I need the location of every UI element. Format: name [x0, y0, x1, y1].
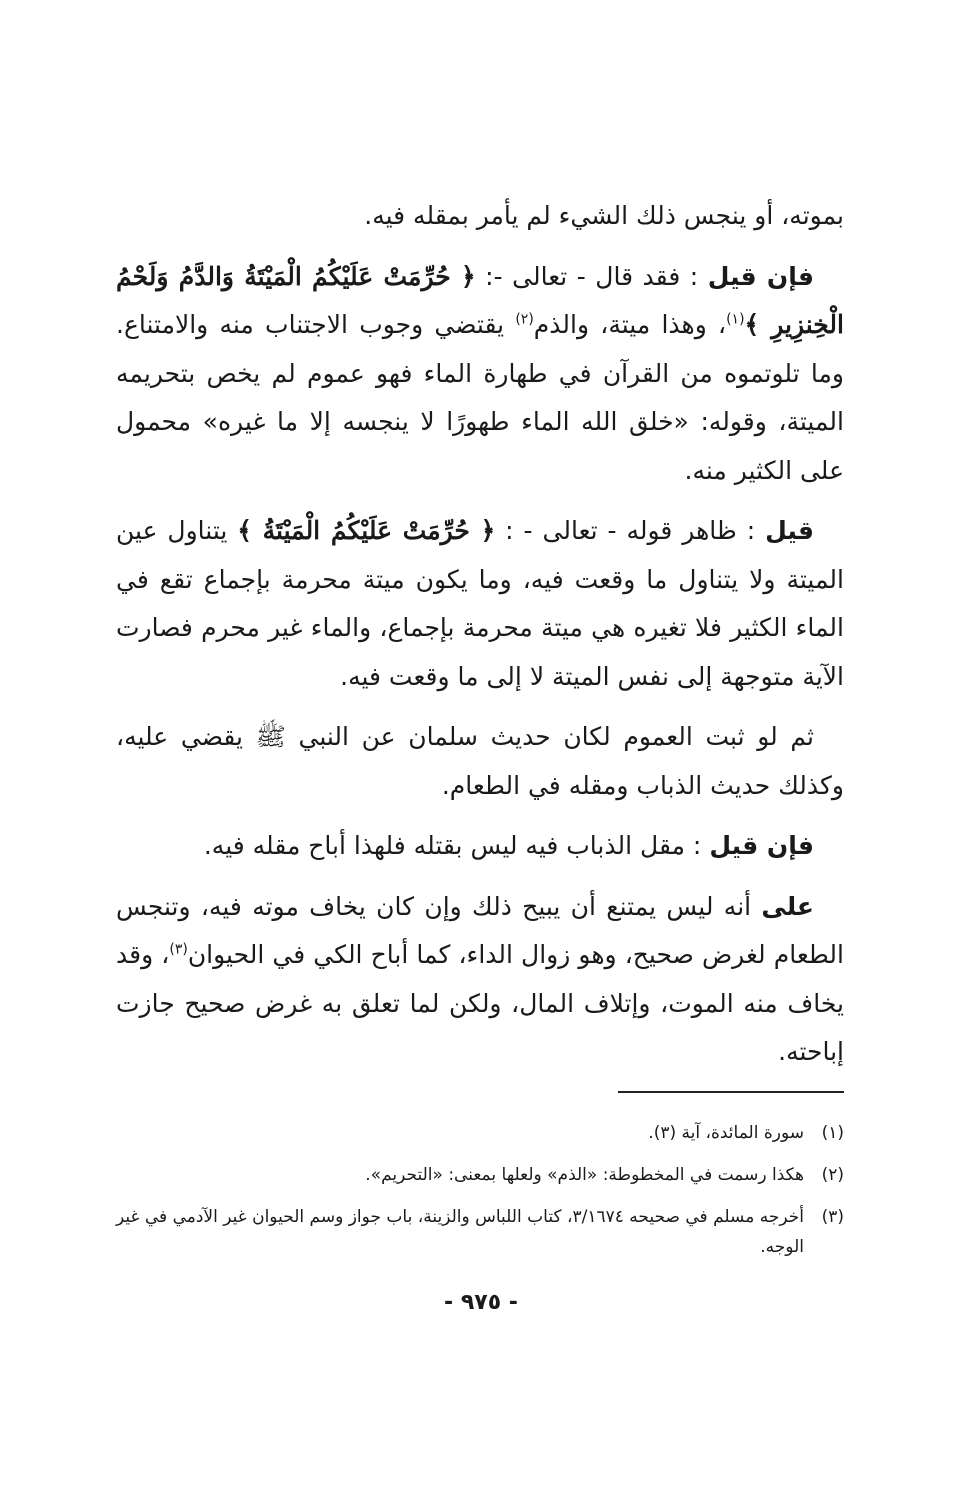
reply-lead: على: [761, 891, 814, 921]
footnotes: [116, 1118, 844, 1274]
paragraph-6: [116, 883, 844, 1077]
paragraph-6-text-a: أنه ليس يمتنع أن يبيح ذلك وإن كان يخاف موته فيه، وتنجس الطعام لغرض صحيح، وهو زوال الداء، كما أباح الكي في الحيوان: [116, 891, 844, 969]
paragraph-3-text-a: : ظاهر قوله - تعالى - :: [495, 516, 766, 545]
paragraph-4-text: ثم لو ثبت العموم لكان حديث سلمان عن النبي ﷺ يقضي عليه، وكذلك حديث الذباب ومقله في الطعام.: [116, 722, 844, 800]
reply-lead: قيل: [765, 516, 814, 545]
paragraph-3: [116, 507, 844, 701]
footnote-text: سورة المائدة، آية (٣).: [648, 1123, 804, 1143]
footnote-text: هكذا رسمت في المخطوطة: «الذم» ولعلها بمعنى: «التحريم».: [365, 1165, 804, 1185]
footnote-ref-1: (١): [726, 311, 745, 328]
quran-verse: ﴿ حُرِّمَتْ عَلَيْكُمُ الْمَيْتَةُ وَالدَّمُ وَلَحْمُ الْخِنزِيرِ ﴾: [116, 261, 844, 339]
paragraph-2-text-b: ، وهذا ميتة، والذم: [533, 310, 727, 339]
paragraph-6-text-b: ، وقد يخاف منه الموت، وإتلاف المال، ولكن لما تعلق به غرض صحيح جازت إباحته.: [116, 940, 844, 1066]
paragraph-4: [116, 713, 844, 810]
page-number: - ٩٧٥ -: [444, 1290, 518, 1315]
footnote-text: أخرجه مسلم في صحيحه ٣/١٦٧٤، كتاب اللباس والزينة، باب جواز وسم الحيوان غير الآدمي في غير الوجه.: [116, 1207, 804, 1257]
paragraph-5: [116, 822, 844, 871]
footnote-number: (١): [821, 1123, 844, 1143]
paragraph-2-text-a: : فقد قال - تعالى -:: [475, 261, 708, 291]
paragraph-1-text: بموته، أو ينجس ذلك الشيء لم يأمر بمقله فيه.: [364, 201, 844, 230]
footnote-ref-2: (٢): [515, 311, 534, 328]
footnote-1: [116, 1118, 844, 1148]
paragraph-1: [116, 192, 844, 241]
paragraph-2: [116, 253, 844, 496]
footnote-divider: [618, 1091, 844, 1093]
footnote-ref-3: (٣): [169, 941, 188, 958]
paragraph-3-text-b: يتناول عين الميتة ولا يتناول ما وقعت فيه، وما يكون ميتة محرمة بإجماع تقع في الماء الكثير فلا تغيره هي ميتة محرمة بإجماع، والماء غير محرم فصارت الآية متوجهة إلى نفس الميتة لا إلى ما وقعت فيه.: [116, 516, 844, 691]
objection-lead: فإن قيل: [709, 831, 814, 860]
paragraph-5-text: : مقل الذباب فيه ليس بقتله فلهذا أباح مقله فيه.: [203, 831, 710, 860]
footnote-number: (٢): [821, 1165, 844, 1185]
main-text: [116, 192, 844, 1089]
objection-lead: فإن قيل: [707, 261, 815, 291]
footnote-3: [116, 1202, 844, 1262]
footnote-number: (٣): [821, 1207, 844, 1227]
footnote-2: [116, 1160, 844, 1190]
paragraph-2-text-c: يقتضي وجوب الاجتناب منه والامتناع. وما تلوتموه من القرآن في طهارة الماء فهو عموم لم يخص بتحريمه الميتة، وقوله: «خلق الله الماء طهورًا لا ينجسه إلا ما غيره» محمول على الكثير منه.: [116, 310, 844, 485]
quran-verse: ﴿ حُرِّمَتْ عَلَيْكُمُ الْمَيْتَةُ ﴾: [237, 516, 496, 545]
